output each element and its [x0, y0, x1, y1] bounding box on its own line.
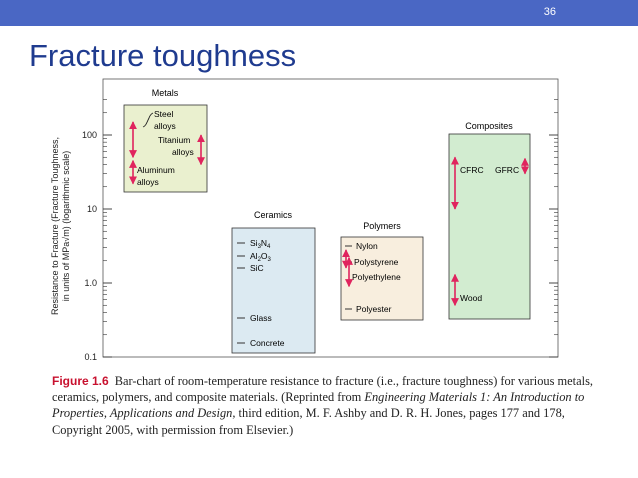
composites-range-box: [449, 134, 530, 319]
figure-label: Figure 1.6: [52, 374, 109, 388]
polyester-label: Polyester: [356, 304, 392, 314]
gfrc-label: GFRC: [495, 165, 520, 175]
titanium-label: Titanium: [158, 135, 191, 145]
titanium-label-line2: alloys: [172, 147, 194, 157]
aluminum-label-line2: alloys: [137, 177, 159, 187]
y-tick-label: 100: [81, 130, 97, 140]
y-axis-label-line1: Resistance to Fracture (Fracture Toughness,: [50, 137, 60, 315]
caption-book-title: Engineering Materials 1: An Introduction to Properties, Applications and Design,: [52, 390, 585, 421]
steel-label: Steel: [154, 109, 174, 119]
al2o3-label: $Al_2O_3$: [250, 251, 271, 263]
concrete-label: Concrete: [250, 338, 285, 348]
steel-label-line2: alloys: [154, 121, 176, 131]
slide-title: Fracture toughness: [29, 38, 297, 73]
left-axis-ticks: [103, 100, 112, 357]
wood-label: Wood: [460, 293, 483, 303]
y-tick-labels: [82, 130, 97, 362]
polymers-group-label: Polymers: [363, 221, 401, 231]
si3n4-label: $Si_3N_4$: [250, 238, 271, 250]
aluminum-label: Aluminum: [137, 165, 175, 175]
y-tick-label: 1.0: [84, 278, 97, 288]
caption-text-part1: Bar-chart of room-temperature resistance to fracture (i.e., fracture toughness) for various metals, ceramics, polymers, and composite materials. (Reprinted from: [52, 374, 593, 405]
y-tick-label: 0.1: [84, 352, 97, 362]
figure-caption: [52, 373, 597, 438]
glass-label: Glass: [250, 313, 272, 323]
y-tick-label: 10: [86, 204, 97, 214]
composites-group-label: Composites: [465, 121, 513, 131]
sic-label: SiC: [250, 263, 264, 273]
cfrc-label: CFRC: [460, 165, 484, 175]
ceramics-group-label: Ceramics: [253, 210, 293, 220]
nylon-label: Nylon: [356, 241, 378, 251]
y-axis-label-line2: in units of MPa√m) (logarithmic scale): [61, 150, 71, 302]
metals-group-label: Metals: [151, 88, 179, 98]
ceramics-range-box: [232, 228, 315, 353]
slide-number: 36: [543, 6, 556, 18]
polystyrene-label: Polystyrene: [354, 257, 399, 267]
polyethylene-label: Polyethylene: [352, 272, 401, 282]
caption-text-part2: third edition, M. F. Ashby and D. R. H. Jones, pages 177 and 178, Copyright 2005, with permission from Elsevier.): [52, 406, 565, 437]
right-axis-ticks: [549, 100, 558, 357]
